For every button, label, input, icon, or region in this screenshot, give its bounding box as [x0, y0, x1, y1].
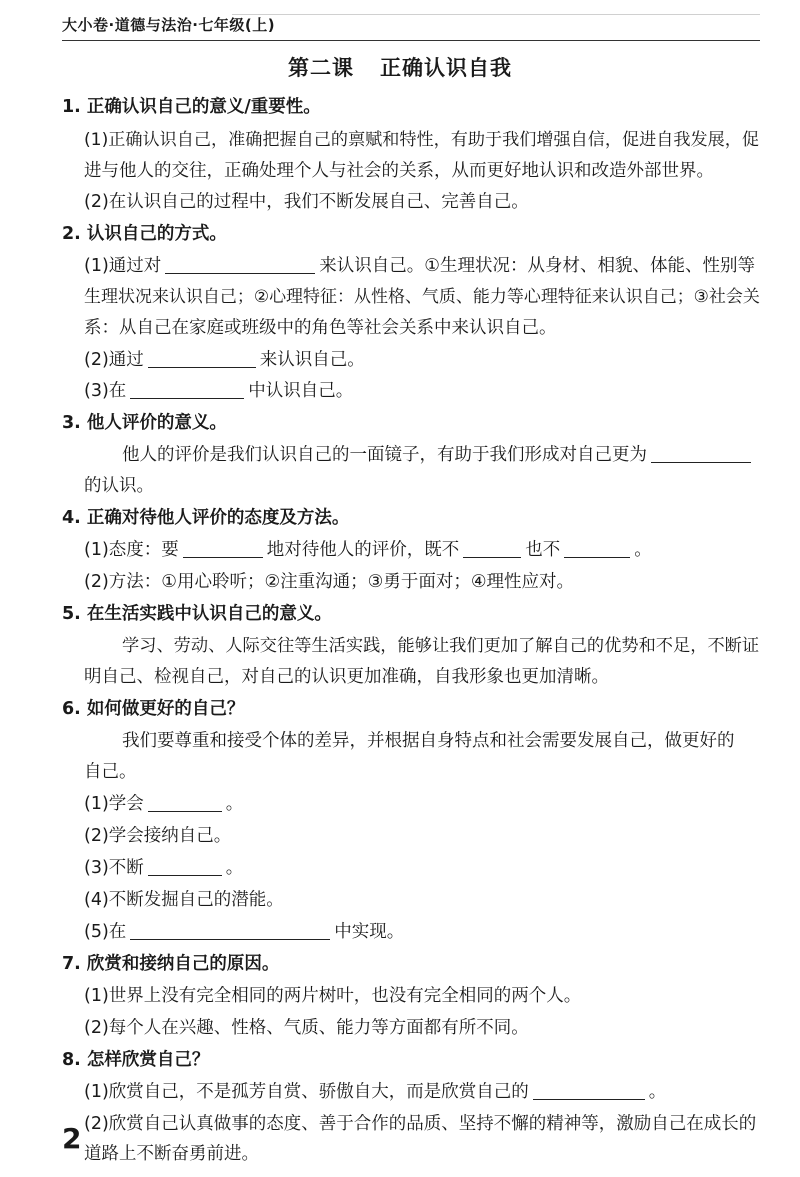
section-6-line-1: 我们要尊重和接受个体的差异，并根据自身特点和社会需要发展自己，做更好的 — [122, 731, 735, 751]
section-4-line-1 — [84, 539, 652, 561]
fill-blank[interactable] — [183, 539, 263, 558]
lesson-name: 正确认识自我 — [380, 56, 512, 80]
fill-blank[interactable] — [130, 921, 330, 940]
text-part: 中实现。 — [334, 922, 405, 942]
section-1-heading: 1. 正确认识自己的意义/重要性。 — [62, 97, 321, 117]
text-part: 他人的评价是我们认识自己的一面镜子，有助于我们形成对自己更为 — [122, 445, 647, 465]
text-part: 也不 — [525, 540, 561, 560]
section-6-line-5 — [84, 857, 243, 879]
page-number: 2 — [62, 1122, 82, 1155]
text-part: 。 — [648, 1082, 667, 1102]
fill-blank[interactable] — [148, 793, 222, 812]
section-8-line-3: 道路上不断奋勇前进。 — [84, 1144, 259, 1164]
section-6-line-6: (4)不断发掘自己的潜能。 — [84, 890, 284, 910]
text-part: (3)在 — [84, 381, 127, 401]
text-part: 来认识自己。 — [259, 350, 365, 370]
fill-blank[interactable] — [148, 349, 256, 368]
text-part: (1)学会 — [84, 794, 144, 814]
fill-blank[interactable] — [148, 857, 222, 876]
section-3-line-2: 的认识。 — [84, 476, 154, 496]
header-rule — [62, 40, 760, 41]
section-7-line-1: (1)世界上没有完全相同的两片树叶，也没有完全相同的两个人。 — [84, 986, 582, 1006]
section-5-line-1: 学习、劳动、人际交往等生活实践，能够让我们更加了解自己的优势和不足，不断证 — [122, 636, 760, 656]
lesson-number: 第二课 — [288, 56, 354, 80]
section-3-line-1 — [122, 444, 755, 466]
section-6-line-2: 自己。 — [84, 762, 137, 782]
section-8-line-1 — [84, 1081, 666, 1103]
section-2-line-2: 生理状况来认识自己；②心理特征：从性格、气质、能力等心理特征来认识自己；③社会关 — [84, 287, 760, 307]
section-1-line-3: (2)在认识自己的过程中，我们不断发展自己、完善自己。 — [84, 192, 529, 212]
section-4-heading: 4. 正确对待他人评价的态度及方法。 — [62, 508, 350, 528]
section-1-line-1: (1)正确认识自己，准确把握自己的禀赋和特性，有助于我们增强自信，促进自我发展，促 — [84, 130, 760, 150]
section-2-heading: 2. 认识自己的方式。 — [62, 224, 227, 244]
text-part: 地对待他人的评价，既不 — [266, 540, 460, 560]
section-6-line-7 — [84, 921, 404, 943]
running-header — [62, 14, 760, 35]
text-part: 中认识自己。 — [248, 381, 354, 401]
section-5-heading: 5. 在生活实践中认识自己的意义。 — [62, 604, 332, 624]
text-part: 。 — [225, 794, 244, 814]
text-part: (1)通过对 — [84, 256, 162, 276]
text-part: (1)欣赏自己，不是孤芳自赏、骄傲自大，而是欣赏自己的 — [84, 1082, 529, 1102]
section-1-line-2: 进与他人的交往，正确处理个人与社会的关系，从而更好地认识和改造外部世界。 — [84, 161, 714, 181]
section-2-line-4 — [84, 349, 365, 371]
text-part: (5)在 — [84, 922, 127, 942]
page-title — [0, 52, 800, 82]
text-part: (1)态度：要 — [84, 540, 179, 560]
section-7-heading: 7. 欣赏和接纳自己的原因。 — [62, 954, 280, 974]
fill-blank[interactable] — [463, 539, 521, 558]
text-part: 来认识自己。①生理状况：从身材、相貌、体能、性别等 — [319, 256, 755, 276]
section-6-line-4: (2)学会接纳自己。 — [84, 826, 232, 846]
section-5-line-2: 明自己、检视自己，对自己的认识更加准确，自我形象也更加清晰。 — [84, 667, 609, 687]
section-3-heading: 3. 他人评价的意义。 — [62, 413, 227, 433]
section-8-heading: 8. 怎样欣赏自己？ — [62, 1050, 210, 1070]
section-6-line-3 — [84, 793, 243, 815]
fill-blank[interactable] — [130, 380, 244, 399]
text-part: (3)不断 — [84, 858, 144, 878]
section-2-line-5 — [84, 380, 353, 402]
fill-blank[interactable] — [564, 539, 630, 558]
text-part: 。 — [634, 540, 652, 560]
section-2-line-1 — [84, 255, 755, 277]
section-6-heading: 6. 如何做更好的自己？ — [62, 699, 245, 719]
section-7-line-2: (2)每个人在兴趣、性格、气质、能力等方面都有所不同。 — [84, 1018, 529, 1038]
section-2-line-3: 系：从自己在家庭或班级中的角色等社会关系中来认识自己。 — [84, 318, 557, 338]
text-part: 。 — [225, 858, 244, 878]
section-8-line-2: (2)欣赏自己认真做事的态度、善于合作的品质、坚持不懈的精神等，激励自己在成长的 — [84, 1114, 757, 1134]
header-text: 大小卷·道德与法治·七年级(上) — [62, 16, 276, 34]
section-4-line-2: (2)方法：①用心聆听；②注重沟通；③勇于面对；④理性应对。 — [84, 572, 575, 592]
header-top-rule — [232, 14, 760, 15]
fill-blank[interactable] — [165, 255, 315, 274]
fill-blank[interactable] — [651, 444, 751, 463]
fill-blank[interactable] — [533, 1081, 645, 1100]
text-part: (2)通过 — [84, 350, 144, 370]
